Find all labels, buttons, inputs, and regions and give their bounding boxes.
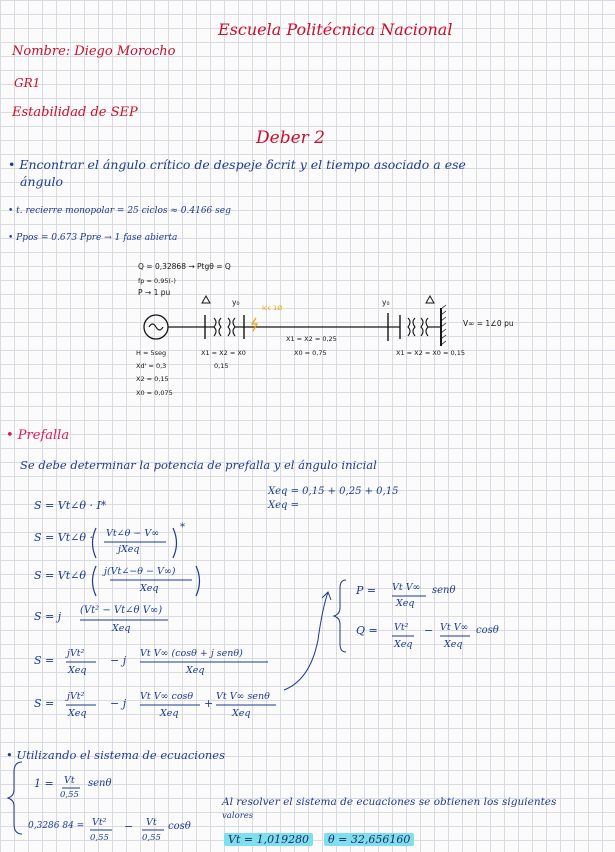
eq-s2-den: jXeq (118, 544, 140, 555)
admittance-right: y₀ (382, 298, 390, 307)
tr1-value: 0,15 (214, 362, 229, 370)
fault-icon (252, 318, 257, 331)
delta-icon (426, 296, 434, 303)
xeq-result: Xeq = (268, 500, 299, 511)
eq-s6-den3: Xeq (232, 708, 251, 719)
p-eq-den: Xeq (396, 598, 415, 609)
q-eq-num2: Vt V∞ (440, 622, 469, 633)
q-eq-mid: − (424, 624, 434, 637)
eq-s5-den2: Xeq (186, 665, 205, 676)
institution-title: Escuela Politécnica Nacional (218, 20, 453, 39)
delta-icon (202, 296, 210, 303)
transformer-2-symbol (408, 318, 415, 336)
q-eq-suffix: cosθ (476, 625, 499, 636)
course-label: Estabilidad de SEP (12, 105, 138, 120)
eq-s6-num2: Vt V∞ cosθ (140, 691, 194, 702)
eq-s6-prefix: S = (34, 697, 55, 710)
eq-s6-den2: Xeq (160, 708, 179, 719)
gen-param-h: H = 5seg (136, 349, 167, 357)
section-prefalla: • Prefalla (6, 428, 70, 443)
eq2-den1: 0,55 (90, 833, 109, 843)
tr2-reactance: X1 = X2 = X0 = 0,15 (396, 349, 465, 357)
xeq-sum: Xeq = 0,15 + 0,25 + 0,15 (268, 486, 399, 497)
eq-s5-num2: Vt V∞ (cosθ + j senθ) (140, 648, 243, 659)
p-value: P → 1 pu (138, 288, 171, 297)
vt-result: Vt = 1,019280 (224, 833, 313, 846)
task-line-2: ángulo (20, 174, 64, 189)
line-reactance-zero: X0 = 0,75 (294, 349, 327, 357)
p-eq-prefix: P = (356, 584, 377, 597)
eq2-prefix: 0,3286 84 = (28, 821, 85, 831)
eq-s2-exp: * (180, 522, 185, 533)
p-eq-suffix: senθ (432, 585, 456, 596)
eq-s3-den: Xeq (140, 583, 159, 594)
eq-s3-num: j(Vt∠−θ − V∞) (104, 566, 176, 577)
page-title: Deber 2 (256, 128, 325, 148)
eq-s4-prefix: S = j (34, 610, 62, 623)
transformer-1-symbol (214, 318, 221, 336)
eq-s1: S = Vt∠θ · I* (34, 499, 107, 512)
theta-result: θ = 32,656160 (324, 833, 414, 846)
post-fault-power: • Ppos = 0.673 Ppre → 1 fase abierta (8, 233, 178, 243)
eq1-prefix: 1 = (34, 777, 54, 790)
q-eq-prefix: Q = (356, 624, 378, 637)
student-name: Nombre: Diego Morocho (12, 44, 176, 59)
gen-param-xd: Xd' = 0,3 (136, 362, 167, 370)
q-eq-num1: Vt² (394, 622, 409, 633)
eq1-num: Vt (64, 775, 75, 786)
eq-s6-mid: − j (110, 697, 127, 710)
eq-s2-num: Vt∠θ − V∞ (106, 528, 160, 539)
infinite-bus-voltage: V∞ = 1∠0 pu (463, 319, 514, 328)
solution-note-2: valores (222, 811, 254, 821)
q-eq-den1: Xeq (394, 639, 413, 650)
system-brace (334, 580, 346, 652)
p-eq-num: Vt V∞ (392, 582, 421, 593)
gen-param-x0: X0 = 0,075 (136, 389, 173, 397)
q-value: Q = 0,32868 → Ptgθ = Q (138, 262, 231, 271)
eq2-den2: 0,55 (142, 833, 161, 843)
task-line-1: • Encontrar el ángulo crítico de despeje δcrit y el tiempo asociado a ese (8, 157, 466, 172)
line-reactance-pos: X1 = X2 = 0,25 (286, 335, 337, 343)
eq2-num1: Vt² (92, 817, 107, 828)
power-factor: fp = 0,95(-) (138, 277, 176, 285)
eq1-den: 0,55 (60, 790, 79, 800)
eq-s5-den1: Xeq (68, 665, 87, 676)
eq-s6-num3: Vt V∞ senθ (216, 691, 270, 702)
solution-note: Al resolver el sistema de ecuaciones se obtienen los siguientes (222, 796, 557, 808)
eq-s6-den1: Xeq (68, 708, 87, 719)
eq-s5-prefix: S = (34, 654, 55, 667)
eq-s2-prefix: S = Vt∠θ · (34, 531, 93, 544)
section-system: • Utilizando el sistema de ecuaciones (6, 748, 225, 762)
eq2-suffix: cosθ (168, 821, 191, 832)
eq-s4-num: (Vt² − Vt∠θ V∞) (80, 605, 163, 616)
eq-s6-num1: jVt² (67, 691, 85, 702)
eq-s6-plus: + (204, 697, 214, 710)
prefalla-intro: Se debe determinar la potencia de prefalla y el ángulo inicial (20, 458, 377, 472)
eq1-suffix: senθ (88, 778, 112, 789)
eq-s5-num1: jVt² (67, 648, 85, 659)
equations-brace (8, 762, 22, 834)
eq2-num2: Vt (146, 817, 157, 828)
q-eq-den2: Xeq (444, 639, 463, 650)
fault-label: Icc 1Ø (262, 304, 283, 312)
eq2-mid: − (124, 820, 134, 833)
admittance-left: y₀ (232, 298, 240, 307)
gen-param-x2: X2 = 0,15 (136, 375, 169, 383)
eq-s4-den: Xeq (112, 623, 131, 634)
reclose-time: • t. recierre monopolar = 25 ciclos ≈ 0.4166 seg (8, 206, 231, 216)
group-label: GR1 (14, 76, 41, 90)
eq-s3-prefix: S = Vt∠θ (34, 569, 86, 582)
tr1-reactance: X1 = X2 = X0 (201, 349, 246, 357)
eq-s5-mid: − j (110, 654, 127, 667)
connector-arrow (284, 592, 328, 690)
sine-icon (149, 324, 163, 330)
